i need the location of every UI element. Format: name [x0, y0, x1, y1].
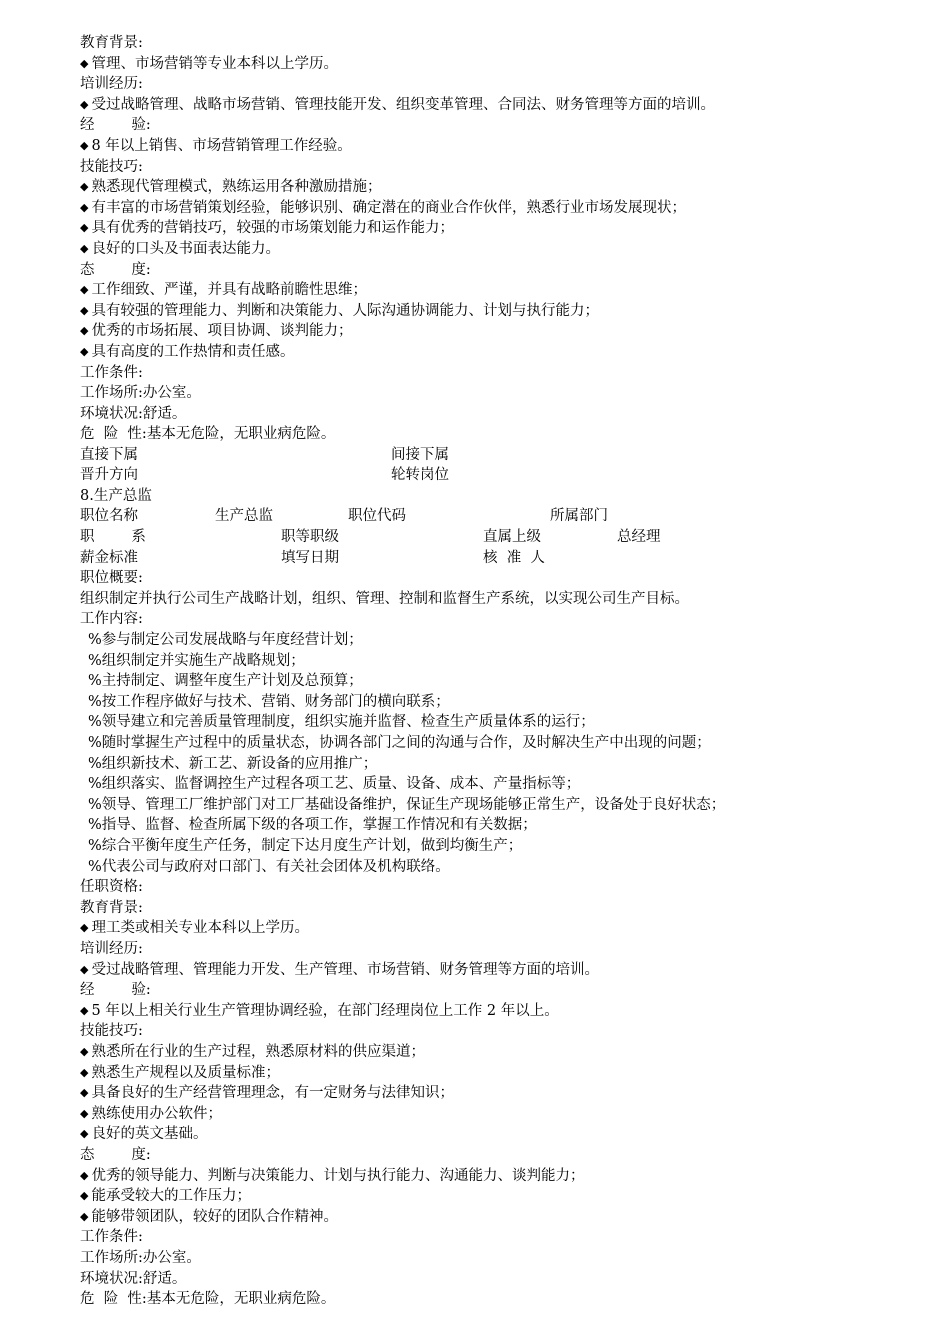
approver-label: 核 准 人	[483, 550, 545, 566]
attitude-item: ◆ 优秀的市场拓展、项目协调、谈判能力；	[80, 321, 352, 342]
salary-label: 薪金标准	[80, 550, 138, 566]
skill-item: ◆ 有丰富的市场营销策划经验，能够识别、确定潜在的商业合作伙伴，熟悉行业市场发展现状；	[80, 198, 686, 219]
subordinates-row	[80, 445, 880, 466]
training-item: ◆ 受过战略管理、管理能力开发、生产管理、市场营销、财务管理等方面的培训。	[80, 960, 599, 981]
skill-item: ◆ 具有优秀的营销技巧，较强的市场策划能力和运作能力；	[80, 218, 454, 239]
risk: 危 险 性:基本无危险，无职业病危险。	[80, 1291, 336, 1307]
position-name-label: 职位名称	[80, 508, 138, 524]
content-label: 工作内容:	[80, 611, 143, 627]
education-item: ◆ 管理、市场营销等专业本科以上学历。	[80, 54, 338, 75]
experience-label: 经 验:	[80, 982, 151, 998]
department-label: 所属部门	[550, 508, 608, 524]
conditions-label: 工作条件:	[80, 1229, 143, 1245]
career-row	[80, 465, 880, 486]
duty-item: % 组织新技术、新工艺、新设备的应用推广；	[88, 754, 377, 775]
education-label: 教育背景:	[80, 35, 143, 51]
skill-item: ◆ 熟练使用办公软件；	[80, 1104, 222, 1125]
training-label: 培训经历:	[80, 941, 143, 957]
environment: 环境状况:舒适。	[80, 1271, 187, 1287]
superior-value: 总经理	[617, 529, 661, 545]
attitude-item: ◆ 具有较强的管理能力、判断和决策能力、人际沟通协调能力、计划与执行能力；	[80, 301, 599, 322]
qualification-label: 任职资格:	[80, 879, 143, 895]
environment: 环境状况:舒适。	[80, 406, 187, 422]
work-place: 工作场所:办公室。	[80, 385, 201, 401]
attitude-item: ◆ 优秀的领导能力、判断与决策能力、计划与执行能力、沟通能力、谈判能力；	[80, 1166, 584, 1187]
summary-text: 组织制定并执行公司生产战略计划，组织、管理、控制和监督生产系统，以实现公司生产目标。	[80, 591, 689, 607]
risk: 危 险 性:基本无危险，无职业病危险。	[80, 426, 336, 442]
duty-item: % 代表公司与政府对口部门、有关社会团体及机构联络。	[88, 857, 450, 878]
skill-item: ◆ 熟悉所在行业的生产过程，熟悉原材料的供应渠道；	[80, 1042, 425, 1063]
rotation-label: 轮转岗位	[391, 467, 449, 483]
duty-item: % 按工作程序做好与技术、营销、财务部门的横向联系；	[88, 692, 450, 713]
duty-item: % 参与制定公司发展战略与年度经营计划；	[88, 630, 363, 651]
grade-label: 职等职级	[281, 529, 339, 545]
skill-item: ◆ 熟悉生产规程以及质量标准；	[80, 1063, 280, 1084]
info-row-1	[80, 506, 880, 527]
attitude-label: 态 度:	[80, 262, 151, 278]
promotion-label: 晋升方向	[80, 467, 138, 483]
skills-label: 技能技巧:	[80, 1023, 143, 1039]
duty-item: % 领导建立和完善质量管理制度，组织实施并监督、检查生产质量体系的运行；	[88, 712, 595, 733]
skill-item: ◆ 良好的英文基础。	[80, 1124, 207, 1145]
skill-item: ◆ 良好的口头及书面表达能力。	[80, 239, 280, 260]
duty-item: % 领导、管理工厂维护部门对工厂基础设备维护，保证生产现场能够正常生产，设备处于良好状态；	[88, 795, 725, 816]
attitude-item: ◆ 能够带领团队，较好的团队合作精神。	[80, 1207, 338, 1228]
training-label: 培训经历:	[80, 76, 143, 92]
skill-item: ◆ 熟悉现代管理模式，熟练运用各种激励措施；	[80, 177, 381, 198]
duty-item: % 主持制定、调整年度生产计划及总预算；	[88, 671, 363, 692]
indirect-subordinate-label: 间接下属	[391, 447, 449, 463]
work-place: 工作场所:办公室。	[80, 1250, 201, 1266]
education-label: 教育背景:	[80, 900, 143, 916]
skills-label: 技能技巧:	[80, 159, 143, 175]
section-heading: 8.生产总监	[80, 488, 152, 504]
duty-item: % 综合平衡年度生产任务，制定下达月度生产计划，做到均衡生产；	[88, 836, 522, 857]
skill-item: ◆ 具备良好的生产经营管理理念，有一定财务与法律知识；	[80, 1083, 454, 1104]
experience-item: ◆ 8 年以上销售、市场营销管理工作经验。	[80, 136, 352, 157]
experience-label: 经 验:	[80, 117, 151, 133]
position-name-value: 生产总监	[215, 508, 273, 524]
info-row-2	[80, 527, 880, 548]
attitude-item: ◆ 能承受较大的工作压力；	[80, 1186, 251, 1207]
attitude-item: ◆ 具有高度的工作热情和责任感。	[80, 342, 294, 363]
position-code-label: 职位代码	[348, 508, 406, 524]
duty-item: % 指导、监督、检查所属下级的各项工作，掌握工作情况和有关数据；	[88, 815, 537, 836]
info-row-3	[80, 548, 880, 569]
fill-date-label: 填写日期	[281, 550, 339, 566]
duty-item: % 组织制定并实施生产战略规划；	[88, 651, 305, 672]
attitude-label: 态 度:	[80, 1147, 151, 1163]
duty-item: % 随时掌握生产过程中的质量状态，协调各部门之间的沟通与合作，及时解决生产中出现的问题；	[88, 733, 711, 754]
duty-item: % 组织落实、监督调控生产过程各项工艺、质量、设备、成本、产量指标等；	[88, 774, 580, 795]
direct-subordinate-label: 直接下属	[80, 447, 138, 463]
attitude-item: ◆ 工作细致、严谨，并具有战略前瞻性思维；	[80, 280, 367, 301]
series-label: 职 系	[80, 529, 146, 545]
summary-label: 职位概要:	[80, 570, 143, 586]
training-item: ◆ 受过战略管理、战略市场营销、管理技能开发、组织变革管理、合同法、财务管理等方面的培训。	[80, 95, 715, 116]
education-item: ◆ 理工类或相关专业本科以上学历。	[80, 918, 309, 939]
conditions-label: 工作条件:	[80, 365, 143, 381]
experience-item: ◆ 5 年以上相关行业生产管理协调经验，在部门经理岗位上工作 2 年以上。	[80, 1001, 559, 1022]
superior-label: 直属上级	[483, 529, 541, 545]
